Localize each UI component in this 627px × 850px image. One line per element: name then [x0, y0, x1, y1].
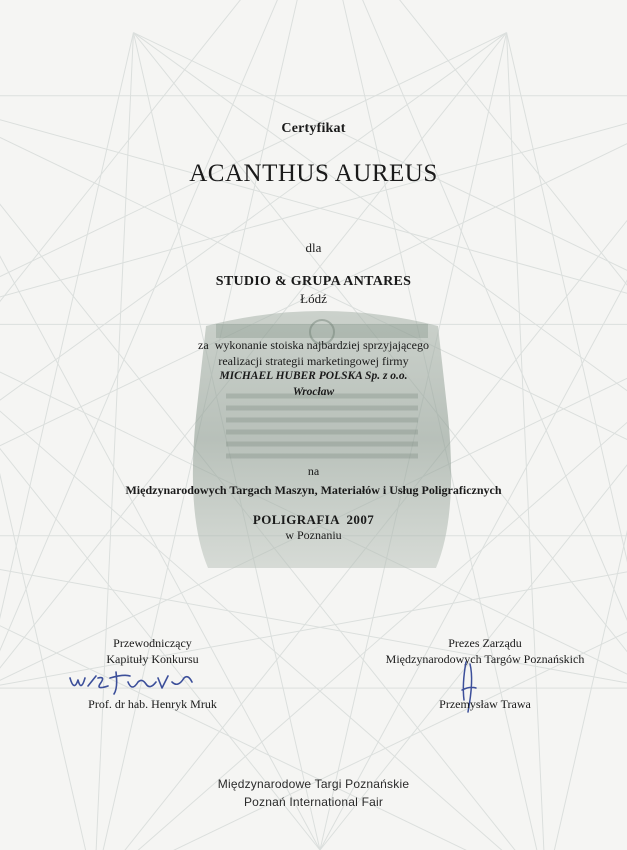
left-handwritten-signature — [66, 668, 206, 698]
fair-place: w Poznaniu — [285, 528, 342, 542]
at-word: na — [307, 464, 320, 478]
recipient-city: Łódź — [300, 291, 327, 306]
footer-organizer-pl: Międzynarodowe Targi Poznańskie — [217, 777, 410, 791]
reason-line-2: realizacji strategii marketingowej firmy — [218, 354, 409, 368]
left-signatory-role-1: Przewodniczący — [113, 636, 192, 650]
right-signatory-role-2: Międzynarodowych Targów Poznańskich — [385, 652, 585, 666]
client-company: MICHAEL HUBER POLSKA Sp. z o.o. — [219, 370, 408, 382]
left-signatory-name: Prof. dr hab. Henryk Mruk — [88, 697, 217, 711]
award-name: ACANTHUS AUREUS — [189, 160, 438, 187]
reason-line-1: za wykonanie stoiska najbardziej sprzyjającego — [198, 338, 429, 352]
fair-name: POLIGRAFIA 2007 — [252, 512, 375, 527]
left-signatory-role-2: Kapituły Konkursu — [106, 652, 199, 666]
footer-organizer-en: Poznań International Fair — [243, 795, 384, 809]
right-signatory-name: Przemysław Trawa — [439, 697, 531, 711]
for-word: dla — [305, 240, 322, 255]
recipient-name: STUDIO & GRUPA ANTARES — [215, 274, 412, 289]
event-name: Międzynarodowych Targach Maszyn, Materiałów i Usług Poligraficznych — [125, 483, 502, 497]
right-signatory-role-1: Prezes Zarządu — [448, 636, 522, 650]
certificate-title: Certyfikat — [281, 121, 346, 136]
client-city: Wrocław — [292, 386, 335, 398]
